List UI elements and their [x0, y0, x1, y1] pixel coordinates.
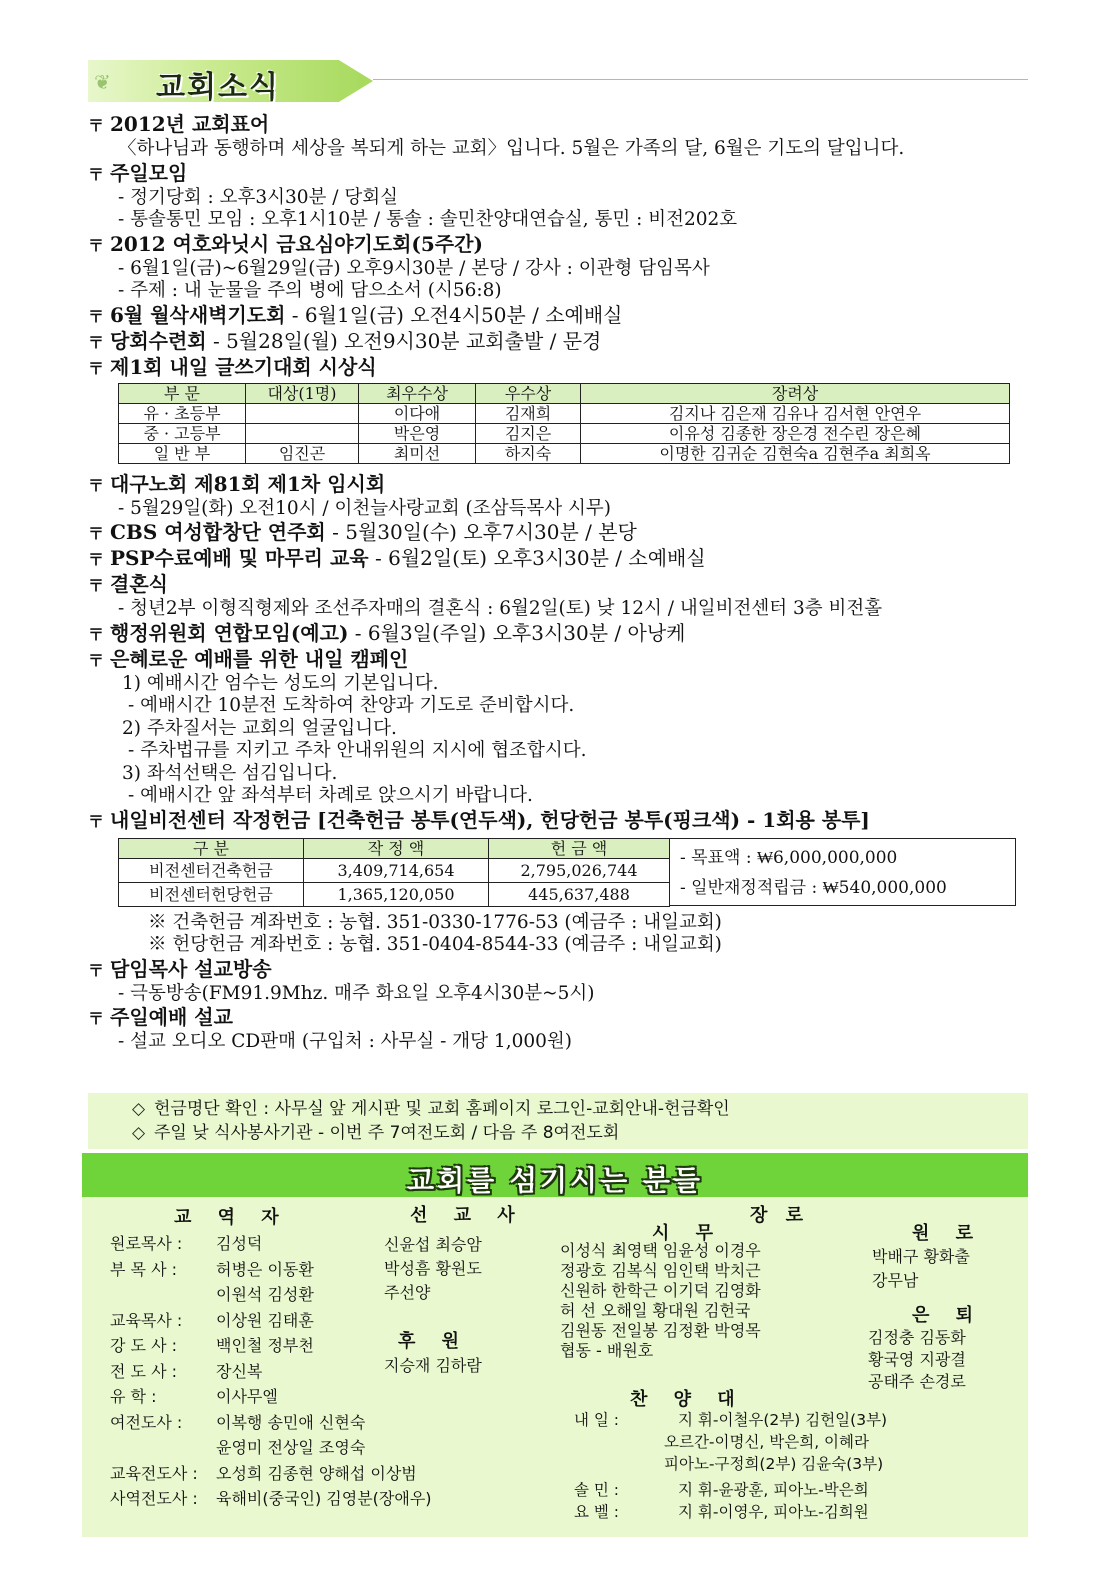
- role-names: 김성덕: [216, 1234, 263, 1253]
- goal-line: - 일반재정적립금 : ₩540,000,000: [680, 877, 947, 898]
- active-elders-list: [560, 1241, 761, 1361]
- news-item-friday-prayer: [88, 232, 1028, 303]
- notice-text: 헌금명단 확인 : 사무실 앞 게시판 및 교회 홈페이지 로그인-교회안내-헌금확인: [154, 1099, 730, 1119]
- staff-section: [82, 1197, 1028, 1537]
- list-item: 신원하 한학근 이기덕 김영화: [560, 1281, 761, 1300]
- item-line: - 설교 오디오 CD판매 (구입처 : 사무실 - 개당 1,000원): [118, 1031, 572, 1052]
- ministers-list: [110, 1231, 430, 1512]
- list-item: [110, 1282, 430, 1308]
- decoration-graphic: ❦: [94, 70, 111, 94]
- item-detail: - 5월30일(수) 오후7시30분 / 본당: [325, 520, 637, 544]
- role-names: 허병은 이동환: [216, 1259, 314, 1279]
- bullet-icon: 〒: [88, 550, 105, 569]
- list-item: 김정충 김동화: [868, 1328, 966, 1347]
- table-cell: 1,365,120,050: [304, 882, 489, 906]
- role-names: 이복행 송민애 신현숙: [216, 1412, 366, 1432]
- choir-heading: 찬 양 대: [630, 1389, 745, 1410]
- table-row: [119, 443, 1010, 463]
- table-cell: 비전센터헌당헌금: [119, 882, 304, 906]
- list-item: 박성흠 황원도: [384, 1259, 482, 1278]
- item-detail: - 6월1일(금) 오전4시50분 / 소예배실: [285, 302, 623, 327]
- bullet-icon: 〒: [88, 475, 105, 495]
- supporter-names: 지승재 김하람: [384, 1356, 482, 1375]
- notice-line: [88, 1093, 1028, 1121]
- role-label: 사역전도사 :: [110, 1489, 198, 1508]
- table-cell: 일 반 부: [119, 443, 246, 463]
- active-elders-heading: 시 무: [652, 1223, 724, 1244]
- item-title: 2012년 교회표어: [110, 112, 270, 136]
- news-item-sunday-meeting: [88, 161, 1028, 232]
- bullet-icon: 〒: [88, 650, 105, 670]
- item-title: 담임목사 설교방송: [110, 956, 272, 981]
- role-names: 이사무엘: [216, 1387, 278, 1406]
- bullet-icon: 〒: [88, 116, 105, 135]
- bullet-icon: 〒: [88, 306, 105, 326]
- list-item: [110, 1435, 430, 1461]
- table-cell: 3,409,714,654: [304, 858, 489, 882]
- role-names: 장신복: [216, 1361, 263, 1381]
- bullet-icon: 〒: [88, 960, 105, 980]
- table-cell: 최미선: [359, 443, 476, 463]
- list-item: 허 선 오해일 황대원 김헌국: [560, 1301, 751, 1320]
- news-list: [88, 112, 1028, 1054]
- list-item: 김원동 전일봉 김정환 박영목: [560, 1321, 761, 1340]
- news-item-psp: [88, 546, 1028, 572]
- item-title: CBS 여성합창단 연주회: [110, 520, 326, 544]
- role-label: 유 학 :: [110, 1387, 157, 1406]
- bullet-icon: 〒: [88, 235, 105, 255]
- table-cell: 445,637,488: [489, 882, 670, 906]
- offering-goal-box: [670, 838, 1016, 906]
- choir-name: 내 일 :: [574, 1411, 620, 1429]
- item-title: 6월 월삭새벽기도회: [110, 302, 286, 327]
- list-item: [110, 1231, 430, 1257]
- news-item-sermon-cd: [88, 1005, 1028, 1054]
- list-item: 공태주 손경로: [868, 1372, 966, 1391]
- role-names: 이상원 김태훈: [216, 1310, 314, 1330]
- diamond-icon: ◇: [132, 1123, 146, 1143]
- missionary-heading: 선 교 사: [410, 1205, 525, 1226]
- news-item-writing-contest: [88, 355, 1028, 464]
- bullet-icon: 〒: [88, 811, 105, 831]
- table-header-row: [119, 838, 670, 858]
- table-header-row: [119, 383, 1010, 403]
- news-item-radio: [88, 957, 1028, 1006]
- item-line: - 주차법규를 지키고 주차 안내위원의 지시에 협조합시다.: [128, 740, 587, 761]
- list-item: [110, 1257, 430, 1283]
- column-header: 헌 금 액: [489, 838, 670, 858]
- news-item-presbytery: [88, 472, 1028, 521]
- table-row: [119, 858, 670, 882]
- list-item: [574, 1479, 887, 1501]
- item-detail: - 6월3일(주일) 오후3시30분 / 아낭케: [348, 620, 686, 645]
- page-title: 교회소식: [156, 70, 280, 105]
- table-cell: 하지숙: [476, 443, 581, 463]
- item-title: 2012 여호와닛시 금요심야기도회(5주간): [110, 231, 483, 256]
- item-line: 〈하나님과 동행하며 세상을 복되게 하는 교회〉입니다. 5월은 가족의 달, 6월은 기도의 달입니다.: [118, 138, 905, 159]
- item-title: 내일비전센터 작정헌금 [건축헌금 봉투(연두색), 헌당헌금 봉투(핑크색) - 1회용 봉투]: [110, 807, 870, 832]
- column-header: 최우수상: [359, 383, 476, 403]
- table-cell: 비전센터건축헌금: [119, 858, 304, 882]
- table-row: [119, 423, 1010, 443]
- list-item: 신윤섭 최승암: [384, 1235, 482, 1254]
- role-names: 육해비(중국인) 김영분(장애우): [216, 1489, 432, 1508]
- bullet-icon: 〒: [88, 524, 105, 543]
- item-line: - 6월1일(금)~6월29일(금) 오후9시30분 / 본당 / 강사 : 이관형 담임목사: [118, 257, 710, 279]
- list-item: [110, 1308, 430, 1334]
- table-row: [119, 882, 670, 906]
- item-title: 주일모임: [110, 160, 188, 185]
- news-item-session-retreat: [88, 329, 1028, 355]
- item-line: - 5월29일(화) 오전10시 / 이천늘사랑교회 (조삼득목사 시무): [118, 497, 611, 519]
- elders-heading: 장 로: [750, 1205, 810, 1226]
- notice-text: 주일 낮 식사봉사기관 - 이번 주 7여전도회 / 다음 주 8여전도회: [154, 1123, 620, 1143]
- staff-title-bar: [82, 1153, 1028, 1197]
- column-header: 구 분: [119, 838, 304, 858]
- bullet-icon: 〒: [88, 164, 105, 184]
- item-line: - 극동방송(FM91.9Mhz. 매주 화요일 오후4시30분~5시): [118, 982, 595, 1004]
- news-item-dawn-prayer: [88, 303, 1028, 329]
- role-label: 교육전도사 :: [110, 1463, 198, 1483]
- item-title: 행정위원회 연합모임(예고): [110, 620, 349, 645]
- item-title: 결혼식: [110, 572, 168, 596]
- role-label: 여전도사 :: [110, 1412, 183, 1432]
- item-line: 3) 좌석선택은 섬김입니다.: [122, 762, 338, 784]
- table-cell: 김지은: [476, 423, 581, 443]
- table-row: [119, 403, 1010, 423]
- item-title: 주일예배 설교: [110, 1005, 233, 1029]
- item-line: - 정기당회 : 오후3시30분 / 당회실: [118, 186, 399, 208]
- item-line: - 주제 : 내 눈물을 주의 병에 담으소서 (시56:8): [118, 280, 502, 301]
- list-item: 박배구 황화출: [872, 1247, 970, 1266]
- bullet-icon: 〒: [88, 358, 105, 378]
- list-item: 이성식 최영택 임윤성 이경우: [560, 1241, 761, 1260]
- table-cell: 김지나 김은재 김유나 김서현 안연우: [581, 403, 1010, 423]
- list-item: [110, 1384, 430, 1410]
- list-item: [110, 1359, 430, 1385]
- retired-heading: 은 퇴: [912, 1305, 984, 1326]
- table-cell: [246, 403, 359, 423]
- list-item: 정광호 김복식 임인택 박치근: [560, 1261, 761, 1280]
- notice-line: [88, 1121, 1028, 1145]
- staff-title: 교회를 섬기시는 분들: [407, 1164, 703, 1197]
- retired-list: [868, 1327, 966, 1393]
- role-label: 교육목사 :: [110, 1310, 183, 1330]
- missionary-list: [384, 1233, 482, 1305]
- choir-name: 요 벨 :: [574, 1503, 620, 1521]
- bullet-icon: 〒: [88, 332, 105, 352]
- choir-detail: 지 휘-이영우, 피아노-김희원: [678, 1503, 869, 1521]
- ministers-heading: 교 역 자: [174, 1207, 289, 1228]
- table-cell: 김재희: [476, 403, 581, 423]
- column-header: 장려상: [581, 383, 1010, 403]
- item-detail: - 6월2일(토) 오후3시30분 / 소예배실: [368, 546, 706, 570]
- item-line: - 예배시간 앞 좌석부터 차례로 앉으시기 바랍니다.: [128, 785, 533, 806]
- table-cell: 이명한 김귀순 김현숙a 김현주a 최희옥: [581, 443, 1010, 463]
- list-item: 오르간-이명신, 박은희, 이혜라: [664, 1433, 869, 1451]
- table-cell: 박은영: [359, 423, 476, 443]
- account-note: ※ 건축헌금 계좌번호 : 농협. 351-0330-1776-53 (예금주 : 내일교회): [148, 911, 722, 933]
- list-item: 피아노-구정희(2부) 김윤숙(3부): [664, 1455, 884, 1473]
- choir-list: [574, 1409, 887, 1523]
- news-item-motto: [88, 112, 1028, 161]
- news-item-vision-center-offering: [88, 808, 1028, 957]
- item-title: 은혜로운 예배를 위한 내일 캠페인: [110, 646, 409, 671]
- choir-detail: 지 휘-윤광훈, 피아노-박은희: [678, 1481, 869, 1499]
- diamond-icon: ◇: [132, 1099, 146, 1119]
- list-item: 주선양: [384, 1283, 431, 1302]
- choir-detail: 지 휘-이철우(2부) 김헌일(3부): [678, 1411, 888, 1429]
- item-title: 당회수련회: [110, 328, 207, 353]
- item-line: - 예배시간 10분전 도착하여 찬양과 기도로 준비합시다.: [128, 695, 575, 716]
- table-cell: 중 · 고등부: [119, 423, 246, 443]
- offering-block: [88, 838, 1028, 912]
- award-table: [118, 383, 1010, 464]
- emeritus-list: [872, 1245, 970, 1293]
- item-line: - 청년2부 이형직형제와 조선주자매의 결혼식 : 6월2일(토) 낮 12시 / 내일비전센터 3층 비전홀: [118, 598, 883, 619]
- column-header: 작 정 액: [304, 838, 489, 858]
- table-cell: 유 · 초등부: [119, 403, 246, 423]
- header-divider: [373, 79, 1028, 80]
- role-label: 부 목 사 :: [110, 1259, 178, 1279]
- bullet-icon: 〒: [88, 624, 105, 644]
- supporter-heading: 후 원: [398, 1331, 470, 1352]
- news-item-wedding: [88, 572, 1028, 621]
- bullet-icon: 〒: [88, 1009, 105, 1028]
- column-header: 부 문: [119, 383, 246, 403]
- role-names: 백인철 정부천: [216, 1336, 314, 1355]
- list-item: [110, 1486, 430, 1512]
- item-line: 2) 주차질서는 교회의 얼굴입니다.: [122, 717, 397, 739]
- account-note: ※ 헌당헌금 계좌번호 : 농협. 351-0404-8544-33 (예금주 : 내일교회): [148, 934, 722, 955]
- goal-line: - 목표액 : ₩6,000,000,000: [680, 847, 898, 868]
- list-item: [574, 1409, 887, 1431]
- role-names: 이원석 김성환: [216, 1285, 314, 1304]
- choir-name: 솔 민 :: [574, 1481, 620, 1499]
- role-label: 강 도 사 :: [110, 1336, 178, 1355]
- table-cell: 이유성 김종한 장은경 전수린 장은혜: [581, 423, 1010, 443]
- list-item: 협동 - 배원호: [560, 1341, 654, 1360]
- emeritus-heading: 원 로: [912, 1223, 984, 1244]
- table-cell: 이다애: [359, 403, 476, 423]
- list-item: [574, 1501, 887, 1523]
- item-title: 대구노회 제81회 제1차 임시회: [110, 471, 386, 496]
- table-cell: 2,795,026,744: [489, 858, 670, 882]
- table-cell: [246, 423, 359, 443]
- bullet-icon: 〒: [88, 576, 105, 595]
- list-item: [110, 1333, 430, 1359]
- notice-box: [88, 1093, 1028, 1149]
- item-title: PSP수료예배 및 마무리 교육: [110, 546, 369, 570]
- role-label: 전 도 사 :: [110, 1361, 178, 1381]
- column-header: 대상(1명): [246, 383, 359, 403]
- section-header: [88, 58, 1028, 106]
- news-item-worship-campaign: [88, 647, 1028, 808]
- table-cell: 임진곤: [246, 443, 359, 463]
- list-item: 강무남: [872, 1271, 919, 1290]
- role-label: 원로목사 :: [110, 1234, 183, 1253]
- news-item-admin-meeting: [88, 621, 1028, 647]
- item-detail: - 5월28일(월) 오전9시30분 교회출발 / 문경: [206, 328, 602, 353]
- news-item-cbs-concert: [88, 520, 1028, 546]
- list-item: 황국영 지광결: [868, 1350, 966, 1369]
- item-line: 1) 예배시간 엄수는 성도의 기본입니다.: [122, 672, 439, 694]
- role-names: 오성희 김종현 양해섭 이상범: [216, 1463, 417, 1483]
- list-item: [110, 1461, 430, 1487]
- offering-table: [118, 838, 670, 907]
- item-line: - 통솔통민 모임 : 오후1시10분 / 통솔 : 솔민찬양대연습실, 통민 : 비전202호: [118, 209, 738, 230]
- item-title: 제1회 내일 글쓰기대회 시상식: [110, 354, 377, 379]
- column-header: 우수상: [476, 383, 581, 403]
- role-names: 윤영미 전상일 조영숙: [216, 1438, 366, 1457]
- list-item: [110, 1410, 430, 1436]
